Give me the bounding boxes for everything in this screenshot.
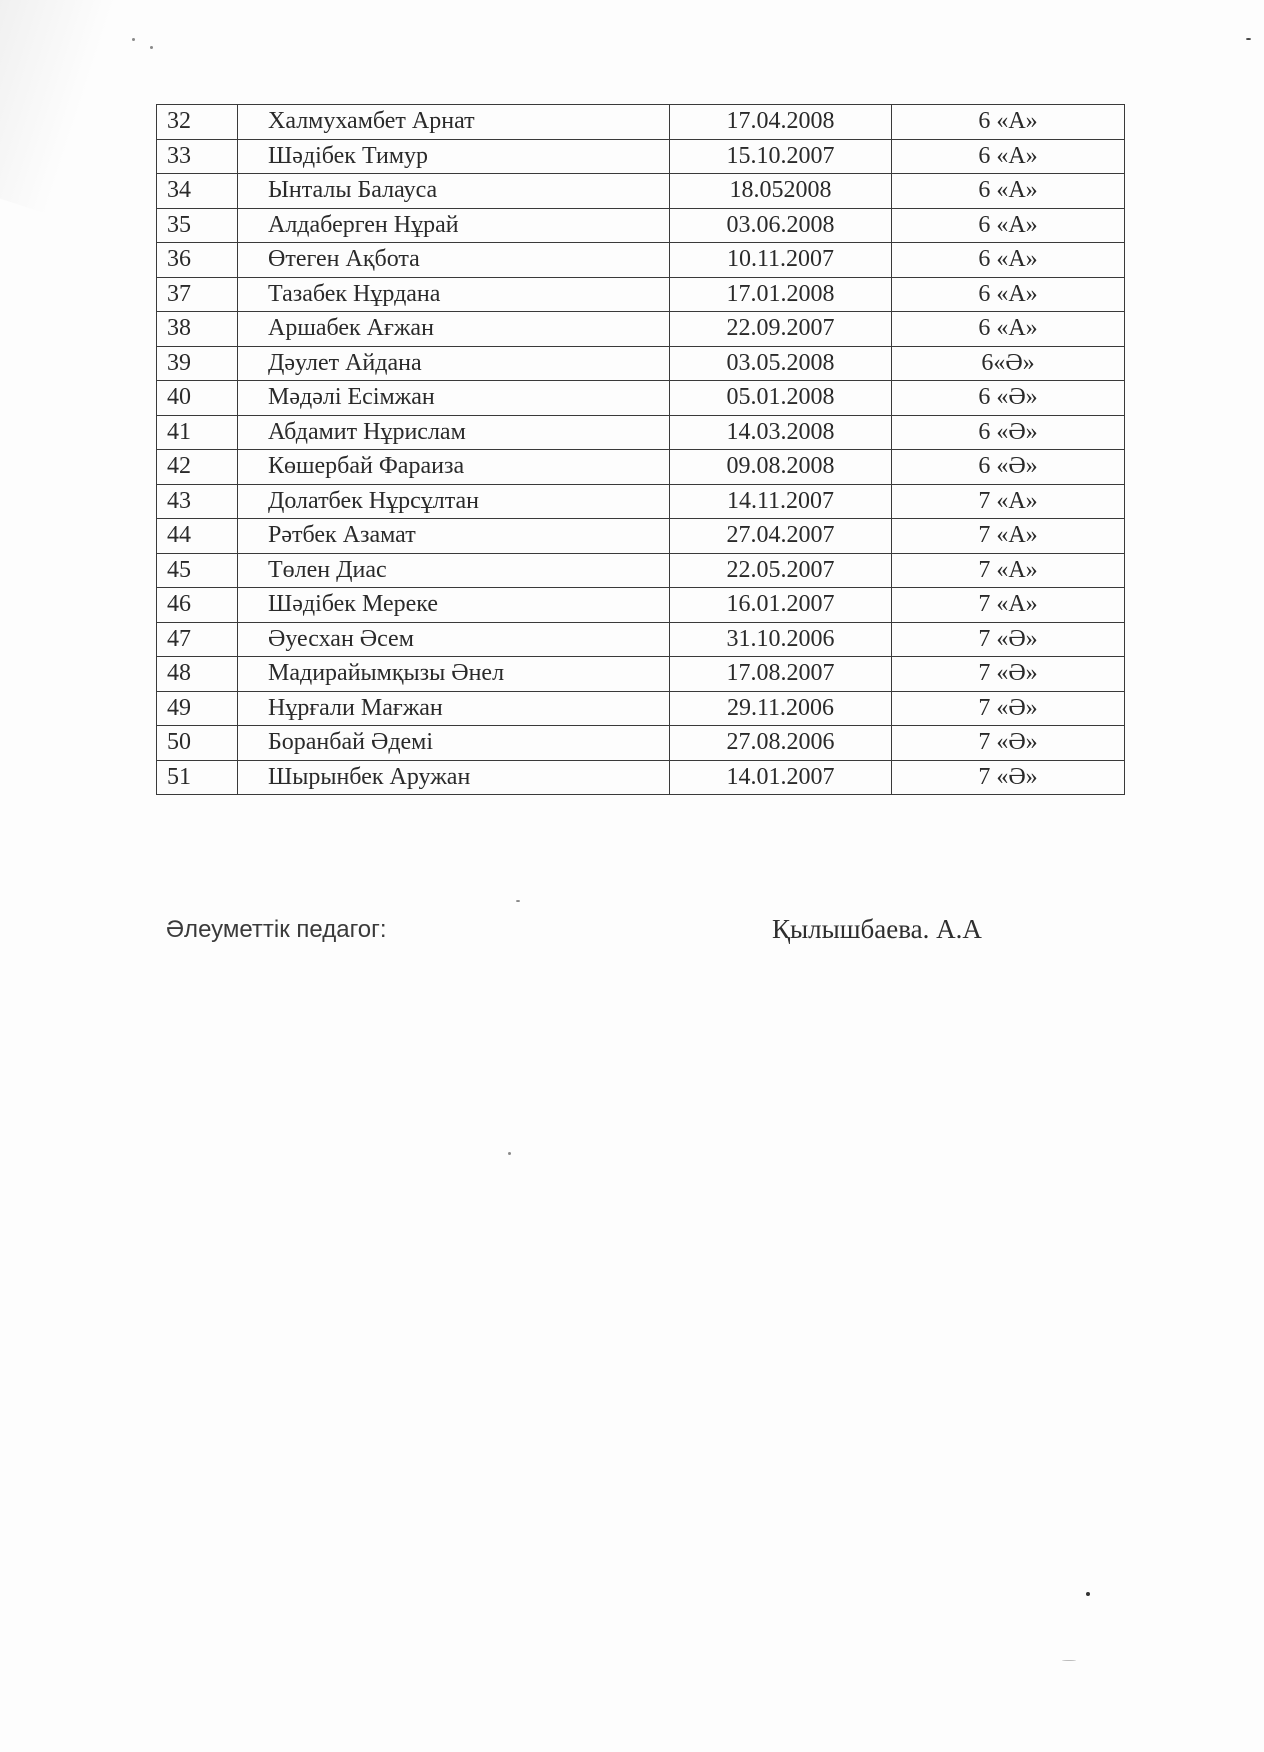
scan-edge-shadow bbox=[0, 0, 127, 214]
birth-date-cell: 17.01.2008 bbox=[670, 277, 892, 312]
student-name-cell: Алдаберген Нұрай bbox=[238, 208, 670, 243]
row-number-cell: 47 bbox=[157, 622, 238, 657]
class-cell: 6 «Ә» bbox=[892, 415, 1125, 450]
row-number-cell: 38 bbox=[157, 312, 238, 347]
birth-date-cell: 27.04.2007 bbox=[670, 519, 892, 554]
table-row bbox=[157, 657, 1125, 692]
birth-date-cell: 03.06.2008 bbox=[670, 208, 892, 243]
scan-speck bbox=[508, 1152, 511, 1155]
table-row bbox=[157, 105, 1125, 140]
birth-date-cell: 22.09.2007 bbox=[670, 312, 892, 347]
table-row bbox=[157, 519, 1125, 554]
birth-date-cell: 17.04.2008 bbox=[670, 105, 892, 140]
class-cell: 6 «Ә» bbox=[892, 450, 1125, 485]
table-row bbox=[157, 312, 1125, 347]
birth-date-cell: 29.11.2006 bbox=[670, 691, 892, 726]
student-name-cell: Төлен Диас bbox=[238, 553, 670, 588]
row-number-cell: 49 bbox=[157, 691, 238, 726]
student-name-cell: Мәдәлі Есімжан bbox=[238, 381, 670, 416]
table-row bbox=[157, 691, 1125, 726]
table-row bbox=[157, 277, 1125, 312]
class-cell: 6 «А» bbox=[892, 312, 1125, 347]
row-number-cell: 35 bbox=[157, 208, 238, 243]
student-name-cell: Әуесхан Әсем bbox=[238, 622, 670, 657]
row-number-cell: 37 bbox=[157, 277, 238, 312]
birth-date-cell: 14.11.2007 bbox=[670, 484, 892, 519]
birth-date-cell: 10.11.2007 bbox=[670, 243, 892, 278]
student-name-cell: Нұрғали Мағжан bbox=[238, 691, 670, 726]
row-number-cell: 48 bbox=[157, 657, 238, 692]
class-cell: 7 «А» bbox=[892, 553, 1125, 588]
scan-speck bbox=[1062, 1660, 1076, 1661]
birth-date-cell: 18.052008 bbox=[670, 174, 892, 209]
student-name-cell: Халмухамбет Арнат bbox=[238, 105, 670, 140]
student-name-cell: Аршабек Ағжан bbox=[238, 312, 670, 347]
row-number-cell: 34 bbox=[157, 174, 238, 209]
table-row bbox=[157, 174, 1125, 209]
student-name-cell: Шәдібек Мереке bbox=[238, 588, 670, 623]
student-name-cell: Шырынбек Аружан bbox=[238, 760, 670, 795]
row-number-cell: 45 bbox=[157, 553, 238, 588]
scan-speck bbox=[1246, 38, 1251, 40]
table-row bbox=[157, 243, 1125, 278]
birth-date-cell: 31.10.2006 bbox=[670, 622, 892, 657]
class-cell: 7 «А» bbox=[892, 588, 1125, 623]
class-cell: 6 «А» bbox=[892, 139, 1125, 174]
birth-date-cell: 09.08.2008 bbox=[670, 450, 892, 485]
row-number-cell: 41 bbox=[157, 415, 238, 450]
footer-signatory: Қылышбаева. А.А bbox=[772, 914, 982, 944]
birth-date-cell: 22.05.2007 bbox=[670, 553, 892, 588]
table-row bbox=[157, 553, 1125, 588]
footer-role: Әлеуметтік педагог: bbox=[166, 916, 387, 943]
row-number-cell: 51 bbox=[157, 760, 238, 795]
class-cell: 7 «Ә» bbox=[892, 622, 1125, 657]
class-cell: 7 «А» bbox=[892, 484, 1125, 519]
students-table-body bbox=[157, 105, 1125, 795]
scan-speck bbox=[516, 900, 520, 902]
student-name-cell: Шәдібек Тимур bbox=[238, 139, 670, 174]
student-name-cell: Өтеген Ақбота bbox=[238, 243, 670, 278]
table-row bbox=[157, 588, 1125, 623]
class-cell: 6«Ә» bbox=[892, 346, 1125, 381]
birth-date-cell: 14.03.2008 bbox=[670, 415, 892, 450]
table-row bbox=[157, 484, 1125, 519]
scan-speck bbox=[132, 38, 135, 41]
table-row bbox=[157, 208, 1125, 243]
table-row bbox=[157, 415, 1125, 450]
scan-speck bbox=[1086, 1592, 1090, 1596]
table-row bbox=[157, 346, 1125, 381]
row-number-cell: 44 bbox=[157, 519, 238, 554]
row-number-cell: 39 bbox=[157, 346, 238, 381]
scan-speck bbox=[150, 46, 153, 49]
student-name-cell: Боранбай Әдемі bbox=[238, 726, 670, 761]
table-row bbox=[157, 139, 1125, 174]
student-name-cell: Долатбек Нұрсұлтан bbox=[238, 484, 670, 519]
students-table bbox=[156, 104, 1125, 795]
table-row bbox=[157, 381, 1125, 416]
table-row bbox=[157, 450, 1125, 485]
class-cell: 7 «А» bbox=[892, 519, 1125, 554]
class-cell: 6 «А» bbox=[892, 105, 1125, 140]
birth-date-cell: 15.10.2007 bbox=[670, 139, 892, 174]
row-number-cell: 42 bbox=[157, 450, 238, 485]
row-number-cell: 33 bbox=[157, 139, 238, 174]
table-row bbox=[157, 760, 1125, 795]
class-cell: 6 «А» bbox=[892, 174, 1125, 209]
birth-date-cell: 17.08.2007 bbox=[670, 657, 892, 692]
birth-date-cell: 03.05.2008 bbox=[670, 346, 892, 381]
class-cell: 7 «Ә» bbox=[892, 760, 1125, 795]
table-row bbox=[157, 622, 1125, 657]
class-cell: 6 «А» bbox=[892, 208, 1125, 243]
class-cell: 6 «Ә» bbox=[892, 381, 1125, 416]
table-row bbox=[157, 726, 1125, 761]
birth-date-cell: 16.01.2007 bbox=[670, 588, 892, 623]
row-number-cell: 50 bbox=[157, 726, 238, 761]
class-cell: 7 «Ә» bbox=[892, 691, 1125, 726]
class-cell: 6 «А» bbox=[892, 243, 1125, 278]
row-number-cell: 43 bbox=[157, 484, 238, 519]
class-cell: 7 «Ә» bbox=[892, 726, 1125, 761]
row-number-cell: 36 bbox=[157, 243, 238, 278]
student-name-cell: Ынталы Балауса bbox=[238, 174, 670, 209]
birth-date-cell: 14.01.2007 bbox=[670, 760, 892, 795]
birth-date-cell: 27.08.2006 bbox=[670, 726, 892, 761]
birth-date-cell: 05.01.2008 bbox=[670, 381, 892, 416]
student-name-cell: Рәтбек Азамат bbox=[238, 519, 670, 554]
student-name-cell: Тазабек Нұрдана bbox=[238, 277, 670, 312]
row-number-cell: 40 bbox=[157, 381, 238, 416]
row-number-cell: 46 bbox=[157, 588, 238, 623]
class-cell: 6 «А» bbox=[892, 277, 1125, 312]
class-cell: 7 «Ә» bbox=[892, 657, 1125, 692]
student-name-cell: Дәулет Айдана bbox=[238, 346, 670, 381]
student-name-cell: Абдамит Нұрислам bbox=[238, 415, 670, 450]
student-name-cell: Көшербай Фараиза bbox=[238, 450, 670, 485]
row-number-cell: 32 bbox=[157, 105, 238, 140]
student-name-cell: Мадирайымқызы Әнел bbox=[238, 657, 670, 692]
